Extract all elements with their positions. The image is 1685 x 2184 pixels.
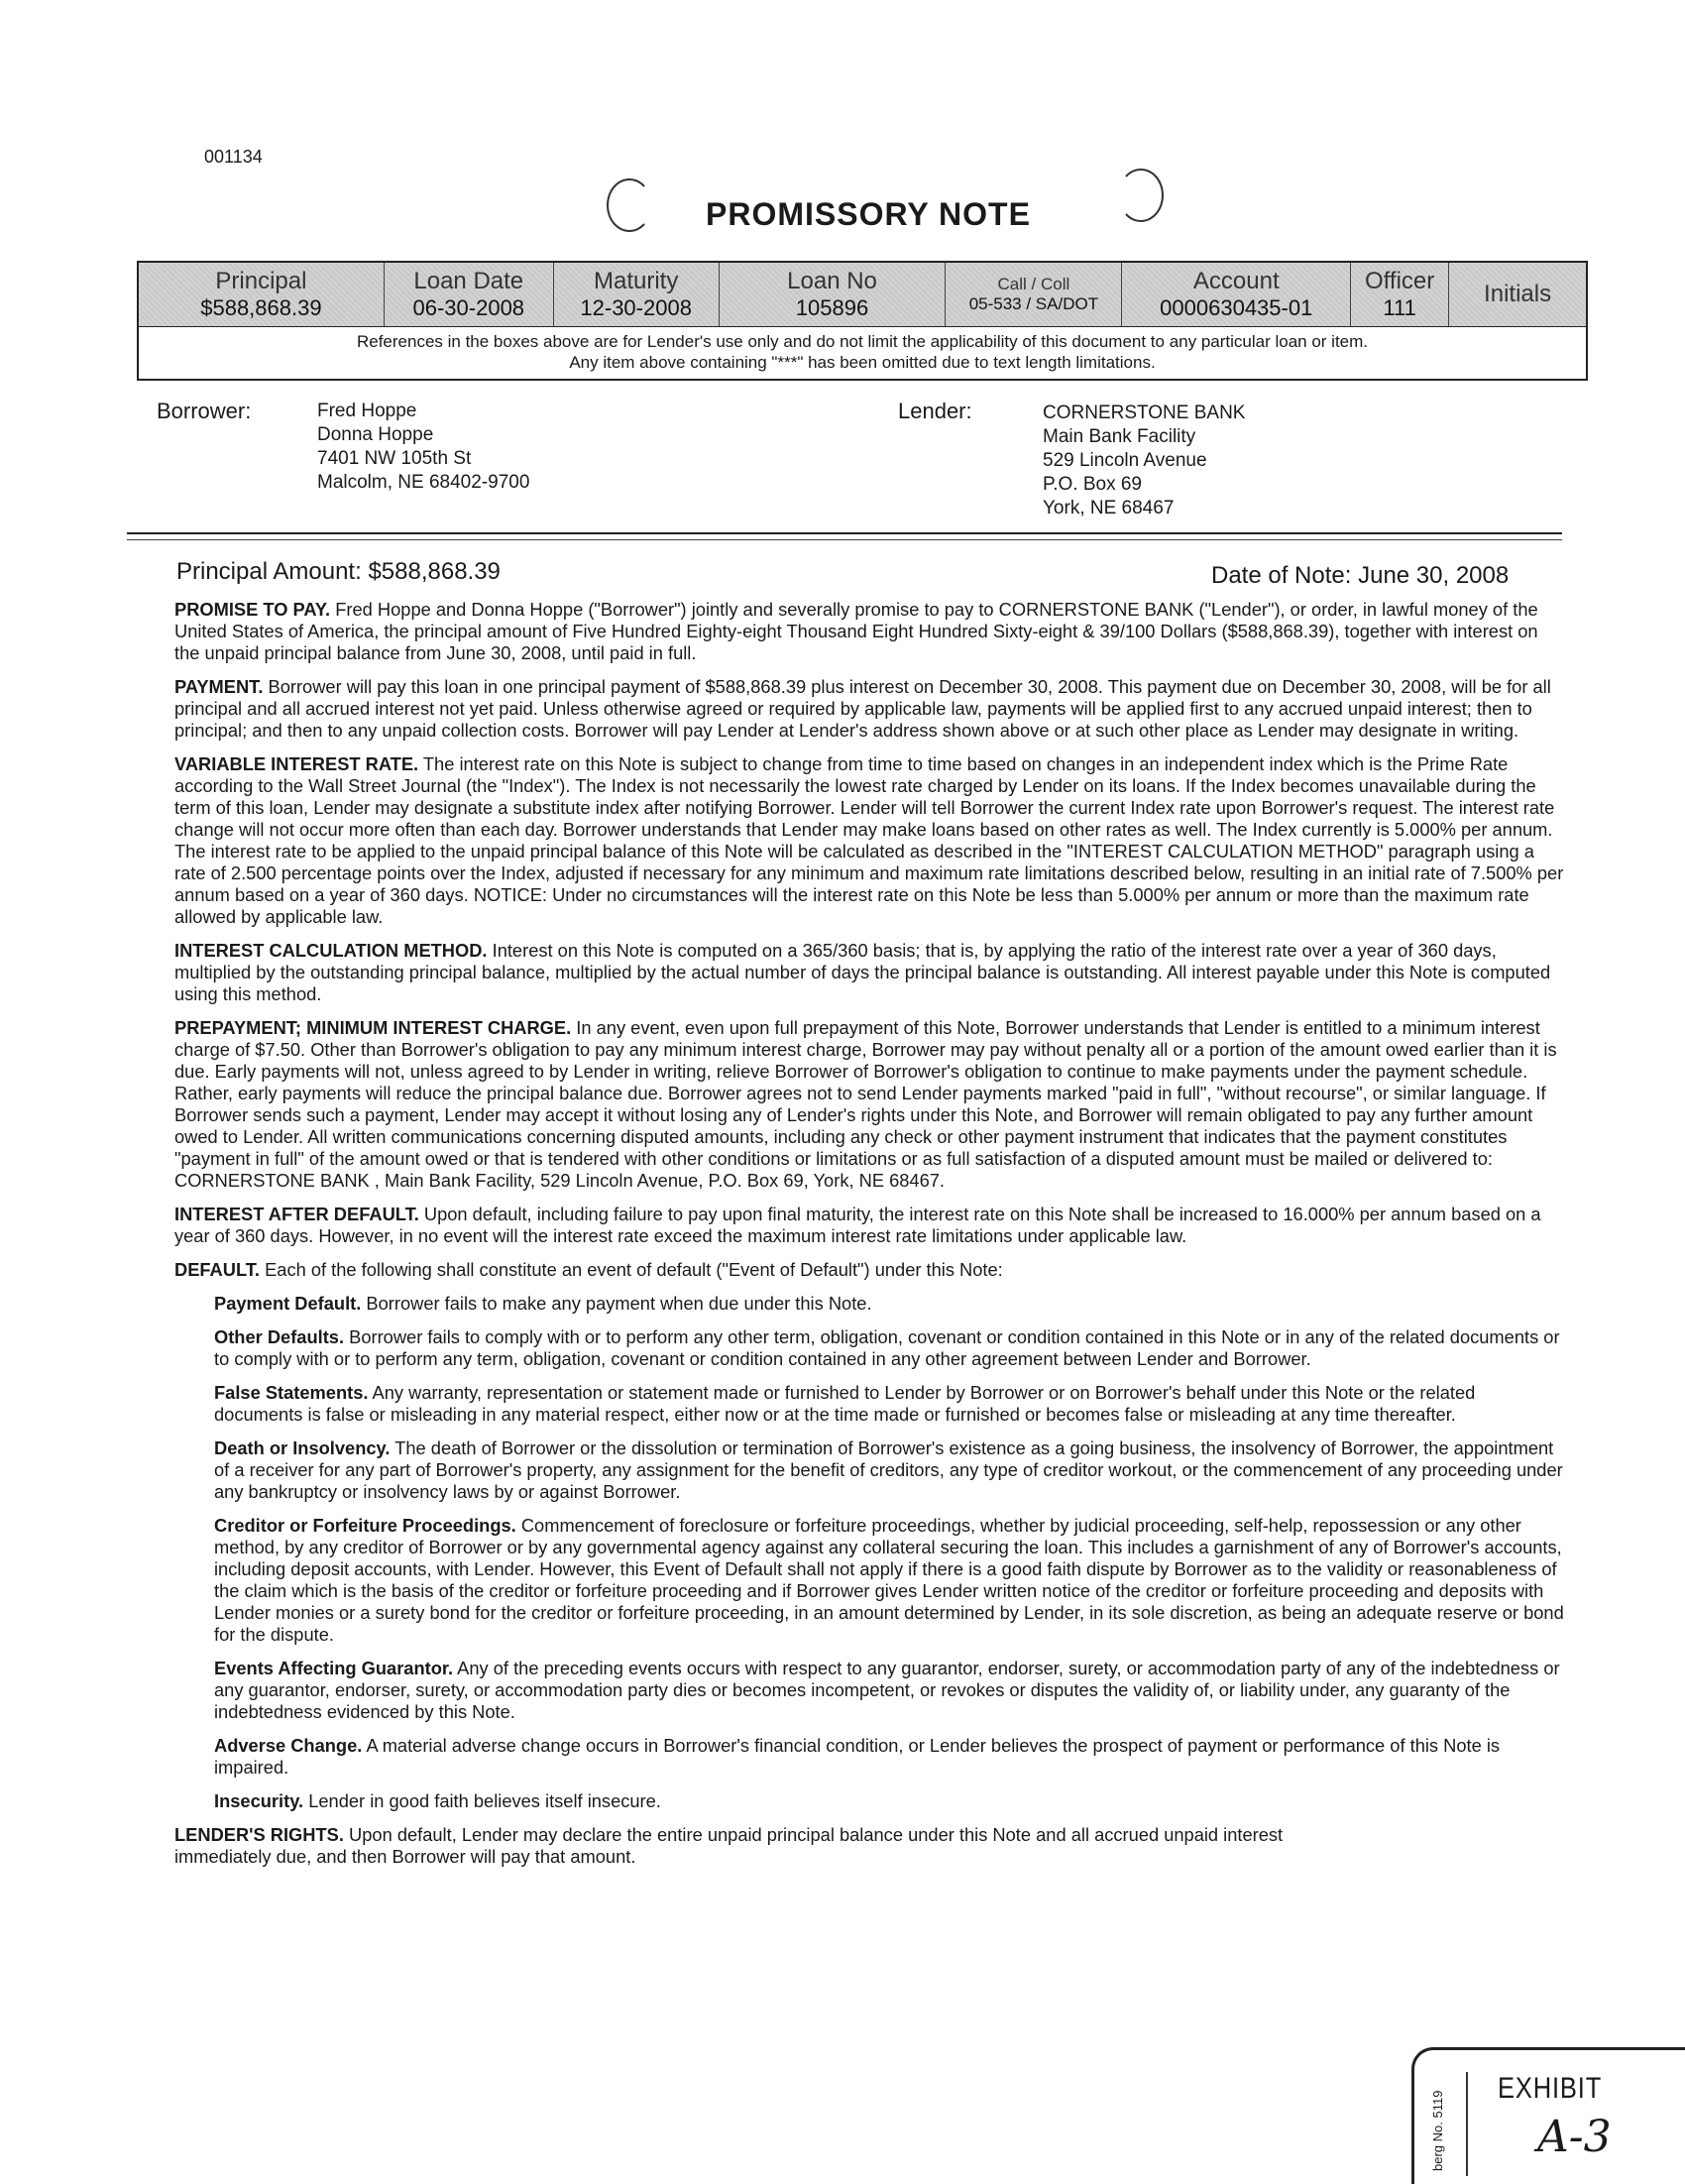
lender-line: Main Bank Facility [1043,426,1196,447]
officer-header: Officer [1365,268,1435,294]
default-item-other [214,1326,1568,1370]
default-item-text: Borrower fails to comply with or to perform any other term, obligation, covenant or condition contained in this Note or in any of the related documents or to comply with or to perform any term, obligation, covenant or condition contained in any other agreement between Lender and Borrower. [214,1326,1560,1369]
loan-info-table [137,261,1588,381]
section-promise-to-pay [174,599,1568,664]
borrower-line: Donna Hoppe [317,424,434,445]
note-body [174,599,1568,1880]
loan-date-header: Loan Date [413,268,524,294]
punch-hole-mark [1118,169,1164,222]
default-item-adverse-change [214,1735,1568,1779]
section-text: Each of the following shall constitute an event of default ("Event of Default") under this Note: [265,1259,1003,1280]
default-item-text: Borrower fails to make any payment when due under this Note. [366,1293,872,1314]
maturity-header: Maturity [593,268,679,294]
lender-line: York, NE 68467 [1043,498,1175,518]
default-item-text: Any of the preceding events occurs with respect to any guarantor, endorser, surety, or accommodation party of any of the indebtedness or any guarantor, endorser, surety, or accommodation party dies or becomes incompetent, or revokes or disputes the validity of, or liability under, any guaranty of the indebtedness evidenced by this Note. [214,1658,1560,1722]
principal-amount [176,558,501,586]
date-of-note-value: June 30, 2008 [1358,562,1510,589]
section-text: Borrower will pay this loan in one principal payment of $588,868.39 plus interest on December 30, 2008. This payment due on December 30, 2008, will be for all principal and all accrued interest not yet paid. Unless otherwise agreed or required by applicable law, payments will be applied first to any accrued unpaid interest; then to principal; and then to any unpaid collection costs. Borrower will pay Lender at Lender's address shown above or at such other place as Lender may designate in writing. [174,676,1551,741]
reference-note [139,326,1586,379]
default-item-heading: Creditor or Forfeiture Proceedings. [214,1515,516,1536]
document-title: PROMISSORY NOTE [706,196,1031,232]
section-text: In any event, even upon full prepayment of this Note, Borrower understands that Lender is entitled to a minimum interest charge of $7.50. Other than Borrower's obligation to pay any minimum interest charge, Borrower may pay without penalty all or a portion of the amount owed earlier than it is due. Early payments will not, unless agreed to by Lender in writing, relieve Borrower of Borrower's obligation to continue to make payments under the payment schedule. Rather, early payments will reduce the principal balance due. Borrower agrees not to send Lender payments marked "paid in full", "without recourse", or similar language. If Borrower sends such a payment, Lender may accept it without losing any of Lender's rights under this Note, and Borrower will remain obligated to pay any further amount owed to Lender. All written communications concerning disputed amounts, including any check or other payment instrument that indicates that the payment constitutes "payment in full" of the amount owed or that is tendered with other conditions or limitations or as full satisfaction of a disputed amount must be mailed or delivered to: CORNERSTONE BANK , Main Bank Facility, 529 Lincoln Avenue, P.O. Box 69, York, NE 68467. [174,1017,1557,1191]
default-item-insecurity [214,1790,1568,1812]
exhibit-strip-text: berg No. 5119 [1430,2090,1445,2171]
borrower-line: 7401 NW 105th St [317,448,472,469]
date-of-note-label: Date of Note: [1211,562,1352,589]
default-item-heading: False Statements. [214,1382,369,1403]
exhibit-mark: A-3 [1537,2112,1612,2162]
section-heading: VARIABLE INTEREST RATE. [174,753,419,774]
default-item-death-insolvency [214,1437,1568,1503]
lender-block [1043,402,1245,520]
divider [127,539,1562,540]
section-variable-interest-rate [174,753,1568,928]
account-header: Account [1192,268,1280,294]
call-coll-header: Call / Coll [997,275,1070,293]
section-prepayment [174,1017,1568,1192]
default-item-heading: Insecurity. [214,1790,304,1811]
section-lenders-rights [174,1824,1568,1868]
section-interest-after-default [174,1204,1568,1247]
reference-note-line: Any item above containing "***" has been omitted due to text length limitations. [569,353,1156,372]
initials-header: Initials [1484,281,1552,307]
document-id: 001134 [204,147,263,167]
default-item-heading: Adverse Change. [214,1735,363,1756]
default-item-guarantor [214,1658,1568,1723]
default-item-creditor-forfeiture [214,1515,1568,1646]
account-cell [1122,263,1351,326]
loan-no-header: Loan No [787,268,877,294]
section-text: The interest rate on this Note is subject to change from time to time based on changes in an independent index which is the Prime Rate according to the Wall Street Journal (the "Index"). The Index is not necessarily the lowest rate charged by Lender on its loans. If the Index becomes unavailable during the term of this loan, Lender may designate a substitute index after notifying Borrower. Lender will tell Borrower the current Index rate upon Borrower's request. The interest rate change will not occur more often than each day. Borrower understands that Lender may make loans based on other rates as well. The Index currently is 5.000% per annum. The interest rate to be applied to the unpaid principal balance of this Note will be calculated as described in the "INTEREST CALCULATION METHOD" paragraph using a rate of 2.500 percentage points over the Index, adjusted if necessary for any minimum and maximum rate limitations described below, resulting in an initial rate of 7.500% per annum based on a year of 360 days. NOTICE: Under no circumstances will the interest rate on this Note be less than 5.000% per annum or more than the maximum rate allowed by applicable law. [174,753,1564,927]
section-text: Upon default, Lender may declare the entire unpaid principal balance under this Note and all accrued unpaid interest immediately due, and then Borrower will pay that amount. [174,1824,1284,1867]
section-text: Fred Hoppe and Donna Hoppe ("Borrower") jointly and severally promise to pay to CORNERSTONE BANK ("Lender"), or order, in lawful money of the United States of America, the principal amount of Five Hundred Eighty-eight Thousand Eight Hundred Sixty-eight & 39/100 Dollars ($588,868.39), together with interest on the unpaid principal balance from June 30, 2008, until paid in full. [174,599,1538,663]
section-text: Interest on this Note is computed on a 365/360 basis; that is, by applying the ratio of the interest rate over a year of 360 days, multiplied by the outstanding principal balance, multiplied by the actual number of days the principal balance is outstanding. All interest payable under this Note is computed using this method. [174,940,1551,1004]
borrower-label: Borrower: [157,399,252,423]
default-item-text: Commencement of foreclosure or forfeiture proceedings, whether by judicial proceeding, self-help, repossession or any other method, by any creditor of Borrower or by any governmental agency against any collateral securing the loan. This includes a garnishment of any of Borrower's accounts, including deposit accounts, with Lender. However, this Event of Default shall not apply if there is a good faith dispute by Borrower as to the validity or reasonableness of the claim which is the basis of the creditor or forfeiture proceeding and if Borrower gives Lender written notice of the creditor or forfeiture proceeding and deposits with Lender monies or a surety bond for the creditor or forfeiture proceeding, in an amount determined by Lender, in its sole discretion, as being an adequate reserve or bond for the dispute. [214,1515,1564,1645]
loan-info-row [139,263,1586,326]
default-item-heading: Events Affecting Guarantor. [214,1658,454,1678]
section-heading: INTEREST AFTER DEFAULT. [174,1204,419,1224]
exhibit-strip [1426,2068,1452,2177]
section-heading: DEFAULT. [174,1259,260,1280]
section-heading: PREPAYMENT; MINIMUM INTEREST CHARGE. [174,1017,572,1038]
lender-line: P.O. Box 69 [1043,474,1142,495]
loan-date-cell [385,263,554,326]
lender-line: 529 Lincoln Avenue [1043,450,1207,471]
date-of-note [1211,562,1509,590]
initials-cell [1449,263,1586,326]
default-item-text: The death of Borrower or the dissolution or termination of Borrower's existence as a going business, the insolvency of Borrower, the appointment of a receiver for any part of Borrower's property, any assignment for the benefit of creditors, any type of creditor workout, or the commencement of any proceeding under any bankruptcy or insolvency laws by or against Borrower. [214,1437,1563,1502]
section-payment [174,676,1568,742]
punch-hole-mark [607,178,652,232]
call-coll-cell [946,263,1122,326]
borrower-block [317,400,529,495]
exhibit-word: EXHIBIT [1498,2072,1603,2105]
loan-date-value: 06-30-2008 [412,295,525,320]
default-item-text: Lender in good faith believes itself insecure. [308,1790,661,1811]
divider [127,532,1562,534]
default-item-heading: Other Defaults. [214,1326,345,1347]
call-coll-value: 05-533 / SA/DOT [968,294,1099,313]
section-heading: PAYMENT. [174,676,264,697]
maturity-cell [554,263,720,326]
reference-note-line: References in the boxes above are for Lender's use only and do not limit the applicability of this document to any particular loan or item. [356,332,1369,351]
section-default [174,1259,1568,1281]
exhibit-box [1466,2072,1676,2176]
principal-amount-value: $588,868.39 [368,558,501,585]
default-item-heading: Death or Insolvency. [214,1437,391,1458]
loan-no-cell [720,263,947,326]
maturity-value: 12-30-2008 [580,295,692,320]
default-item-payment [214,1293,1568,1315]
account-value: 0000630435-01 [1160,295,1313,320]
officer-cell [1351,263,1449,326]
exhibit-sticker [1411,2047,1685,2184]
default-item-text: A material adverse change occurs in Borrower's financial condition, or Lender believes the prospect of payment or performance of this Note is impaired. [214,1735,1501,1778]
borrower-line: Malcolm, NE 68402-9700 [317,472,530,493]
lender-line: CORNERSTONE BANK [1043,402,1246,423]
principal-value: $588,868.39 [200,295,322,320]
section-interest-calculation-method [174,940,1568,1005]
section-heading: PROMISE TO PAY. [174,599,331,620]
borrower-line: Fred Hoppe [317,401,417,421]
principal-cell [139,263,385,326]
section-heading: INTEREST CALCULATION METHOD. [174,940,488,961]
section-text: Upon default, including failure to pay upon final maturity, the interest rate on this Note shall be increased to 16.000% per annum based on a year of 360 days. However, in no event will the interest rate exceed the maximum interest rate limitations under applicable law. [174,1204,1541,1246]
section-heading: LENDER'S RIGHTS. [174,1824,344,1845]
officer-value: 111 [1383,295,1416,320]
default-item-heading: Payment Default. [214,1293,362,1314]
principal-header: Principal [215,268,307,294]
default-item-false-statements [214,1382,1568,1426]
loan-no-value: 105896 [795,295,869,320]
lender-label: Lender: [898,399,972,423]
default-item-text: Any warranty, representation or statement made or furnished to Lender by Borrower or on Borrower's behalf under this Note or the related documents is false or misleading in any material respect, either now or at the time made or furnished or becomes false or misleading at any time thereafter. [214,1382,1476,1425]
principal-amount-label: Principal Amount: [176,558,362,585]
